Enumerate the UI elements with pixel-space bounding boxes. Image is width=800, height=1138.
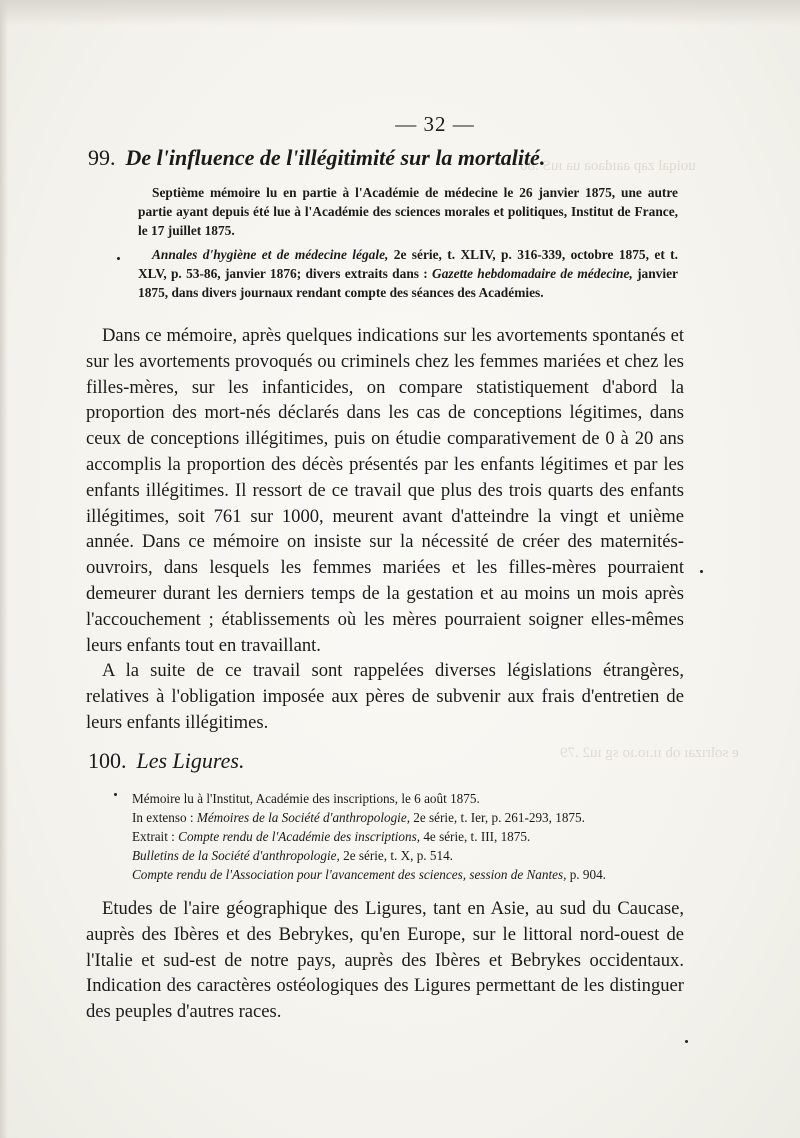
bleed-through-text: e solrızaı ob ıı.ıo.ıo sg ıu2 .79	[560, 745, 739, 761]
reference-text: 2e série, t. XLIV, p. 316-339, octobre 1875, et t. XLV, p. 53-86, janvier 1876; divers extraits dans :	[138, 247, 678, 281]
entry-100-heading	[88, 748, 244, 774]
scan-speck	[114, 793, 117, 796]
reference-text: p. 904.	[566, 867, 606, 882]
reference-text: Extrait :	[132, 829, 179, 844]
scan-speck	[700, 570, 703, 573]
reference-line	[132, 827, 682, 846]
publication-reference	[138, 245, 678, 302]
journal-title: Mémoires de la Société d'anthropologie,	[196, 810, 410, 825]
scan-left-edge	[0, 0, 8, 1138]
scan-speck	[117, 257, 120, 260]
entry-title: Les Ligures.	[136, 748, 245, 773]
reference-text: 2e série, t. X, p. 514.	[339, 848, 453, 863]
paragraph: Etudes de l'aire géographique des Ligures, tant en Asie, au sud du Caucase, auprès des Ibères et des Bebrykes, qu'en Europe, sur le littoral nord-ouest de l'Italie et sud-est de notre pays, auprès des Ibères et Bebrykes occidentaux. Indication des caractères ostéologiques des Ligures permettant de les distinguer des peuples d'autres races.	[86, 898, 684, 1023]
scan-speck	[685, 1040, 688, 1043]
journal-title: Annales d'hygiène et de médecine légale,	[152, 247, 389, 262]
reference-line	[132, 808, 682, 827]
entry-100-summary	[86, 896, 684, 1025]
entry-99-heading	[88, 145, 545, 171]
reference-line	[132, 865, 682, 884]
paragraph: A la suite de ce travail sont rappelées diverses législations étrangères, relatives à l'obligation imposée aux pères de subvenir aux frais d'entretien de leurs enfants illégitimes.	[86, 660, 684, 733]
reference-text: 2e série, t. Ier, p. 261-293, 1875.	[410, 810, 585, 825]
entry-99-publication-notes	[138, 183, 678, 307]
reference-line	[132, 846, 682, 865]
journal-title: Compte rendu de l'Académie des inscriptions,	[178, 829, 421, 844]
entry-title: De l'influence de l'illégitimité sur la mortalité.	[125, 145, 546, 170]
journal-title: Bulletins de la Société d'anthropologie,	[132, 848, 340, 863]
bleed-through-text: uoiqal zap aaıdaoa ua ıuS .80	[520, 158, 696, 174]
reference-line: Mémoire lu à l'Institut, Académie des inscriptions, le 6 août 1875.	[132, 791, 480, 806]
entry-number: 99.	[88, 145, 116, 170]
presentation-note: Septième mémoire lu en partie à l'Académie de médecine le 26 janvier 1875, une autre partie ayant depuis été lue à l'Académie des sciences morales et politiques, Institut de France, le 17 juillet 1875.	[138, 185, 678, 238]
entry-100-references	[132, 789, 682, 884]
journal-title: Compte rendu de l'Association pour l'avancement des sciences, session de Nantes,	[132, 867, 567, 882]
entry-99-summary	[86, 323, 684, 736]
page-number: — 32 —	[395, 112, 475, 136]
scan-top-edge	[0, 0, 800, 26]
reference-text: janvier 1875, dans divers journaux rendant compte des séances des Académies.	[138, 266, 678, 300]
entry-number: 100.	[88, 748, 127, 773]
paragraph: Dans ce mémoire, après quelques indications sur les avortements spontanés et sur les avortements provoqués ou criminels chez les femmes mariées et chez les filles-mères, sur les infanticides, on compare statistiquement d'abord la proportion des mort-nés déclarés dans les cas de conceptions légitimes, dans ceux de conceptions illégitimes, puis on étudie comparativement de 0 à 20 ans accomplis la proportion des décès présentés par les enfants légitimes et par les enfants illégitimes. Il ressort de ce travail que plus des trois quarts des enfants illégitimes, soit 761 sur 1000, meurent avant d'atteindre la vingt et unième année. Dans ce mémoire on insiste sur la nécessité de créer des maternités-ouvroirs, dans lesquels les femmes mariées et les filles-mères pourraient demeurer durant les derniers temps de la gestation et au moins un mois après l'accouchement ; établissements où les mères pourraient soigner elles-mêmes leurs enfants tout en travaillant.	[86, 325, 684, 656]
reference-text: In extenso :	[132, 810, 197, 825]
journal-title: Gazette hebdomadaire de médecine,	[432, 266, 633, 281]
reference-text: 4e série, t. III, 1875.	[420, 829, 531, 844]
